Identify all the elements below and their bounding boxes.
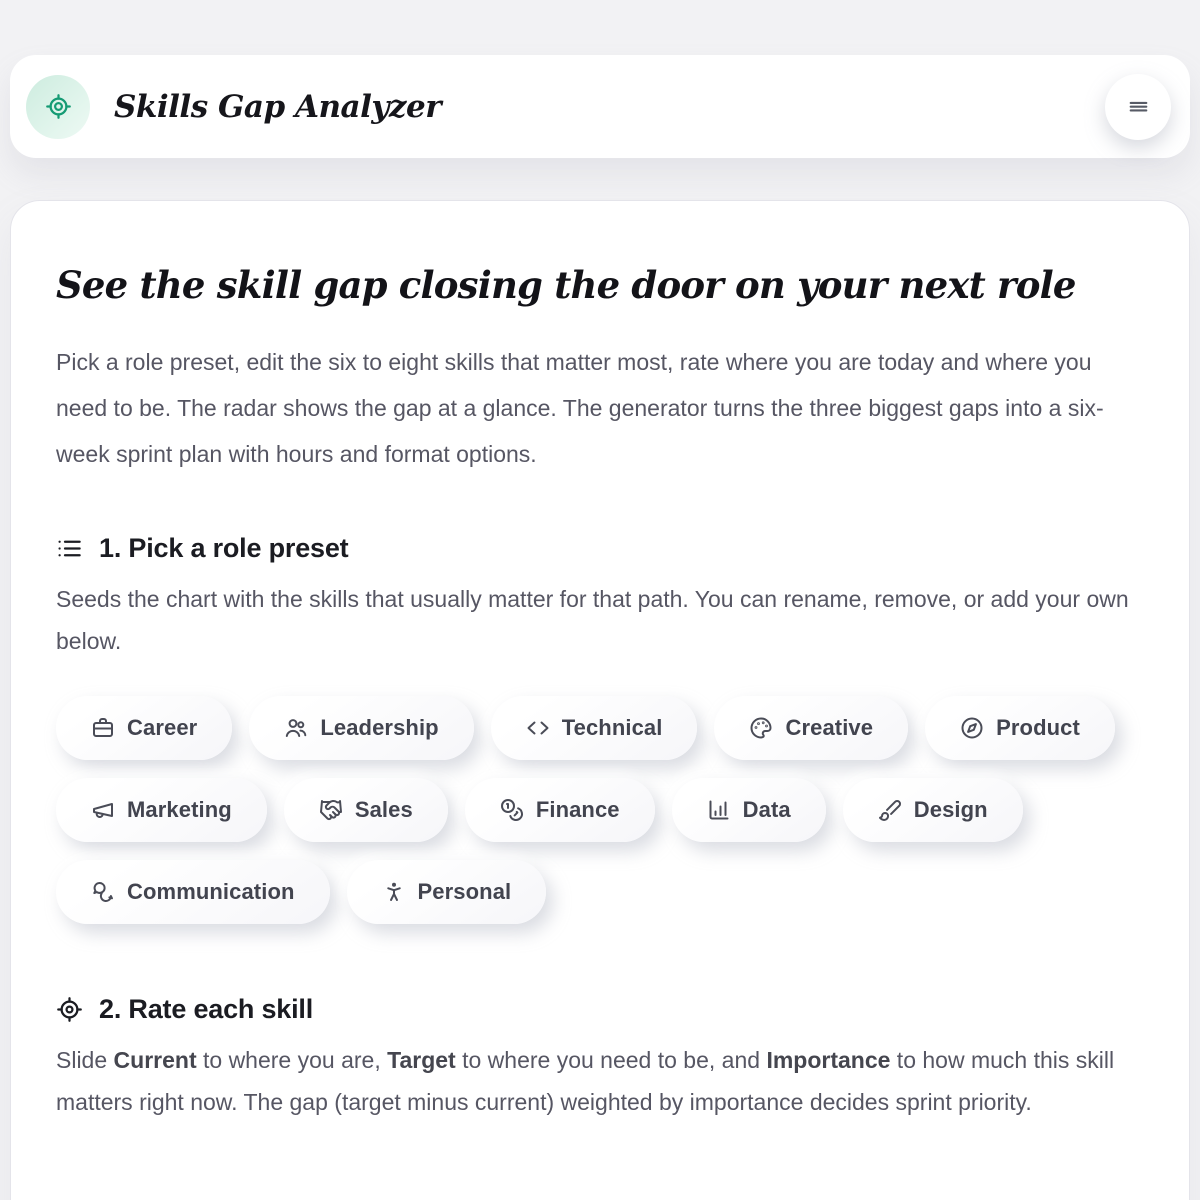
bar-chart-icon	[707, 798, 731, 822]
briefcase-icon	[91, 716, 115, 740]
preset-chip-label: Personal	[417, 879, 512, 904]
preset-chip-career[interactable]	[56, 696, 232, 760]
person-icon	[382, 880, 406, 904]
preset-chip-label: Career	[127, 715, 198, 740]
preset-chip-label: Communication	[127, 879, 295, 904]
hero-description: Pick a role preset, edit the six to eight skills that matter most, rate where you are today and where you need to be. The radar shows the gap at a glance. The generator turns the three biggest gaps into a six-week sprint plan with hours and format options.	[56, 349, 1104, 467]
coins-icon	[500, 798, 524, 822]
preset-chip-label: Product	[996, 715, 1080, 740]
preset-chip-leadership[interactable]	[249, 696, 473, 760]
preset-section-header	[56, 533, 1144, 564]
users-icon	[284, 716, 308, 740]
hamburger-icon	[1126, 94, 1151, 119]
preset-chip-label: Leadership	[320, 715, 439, 740]
preset-chip-label: Data	[742, 797, 791, 822]
app-header	[10, 55, 1190, 158]
preset-chip-creative[interactable]	[714, 696, 908, 760]
megaphone-icon	[91, 798, 115, 822]
preset-chip-sales[interactable]	[284, 778, 448, 842]
chat-icon	[91, 880, 115, 904]
preset-chip-label: Creative	[785, 715, 874, 740]
target-icon	[45, 93, 72, 120]
preset-chip-finance[interactable]	[465, 778, 655, 842]
list-icon	[56, 535, 83, 562]
app-title: Skills Gap Analyzer	[114, 88, 442, 125]
preset-chip-communication[interactable]	[56, 860, 330, 924]
preset-section-title: 1. Pick a role preset	[99, 533, 349, 563]
palette-icon	[749, 716, 773, 740]
preset-chip-data[interactable]	[672, 778, 826, 842]
preset-section-description: Seeds the chart with the skills that usually matter for that path. You can rename, remove, or add your own below.	[56, 586, 1129, 654]
compass-icon	[960, 716, 984, 740]
rate-section-header	[56, 994, 1144, 1025]
preset-chip-product[interactable]	[925, 696, 1115, 760]
main-card	[10, 200, 1190, 1200]
preset-chip-list	[56, 696, 1144, 924]
preset-chip-label: Sales	[354, 797, 413, 822]
preset-chip-personal[interactable]	[347, 860, 547, 924]
preset-chip-marketing[interactable]	[56, 778, 267, 842]
crosshair-icon	[56, 996, 83, 1023]
preset-chip-design[interactable]	[843, 778, 1023, 842]
app-logo	[26, 75, 90, 139]
preset-chip-technical[interactable]	[491, 696, 698, 760]
paintbrush-icon	[878, 798, 902, 822]
menu-button[interactable]	[1105, 74, 1171, 140]
handshake-icon	[319, 798, 343, 822]
preset-chip-label: Marketing	[127, 797, 232, 822]
preset-chip-label: Finance	[535, 797, 620, 822]
rate-section-title: 2. Rate each skill	[99, 994, 314, 1024]
preset-chip-label: Design	[913, 797, 988, 822]
hero-title: See the skill gap closing the door on your next role	[56, 263, 1076, 307]
rate-section-description: Slide Current to where you are, Target to where you need to be, and Importance to how much this skill matters right now. The gap (target minus current) weighted by importance decides sprint priority.	[56, 1047, 1115, 1115]
code-icon	[526, 716, 550, 740]
preset-chip-label: Technical	[561, 715, 663, 740]
